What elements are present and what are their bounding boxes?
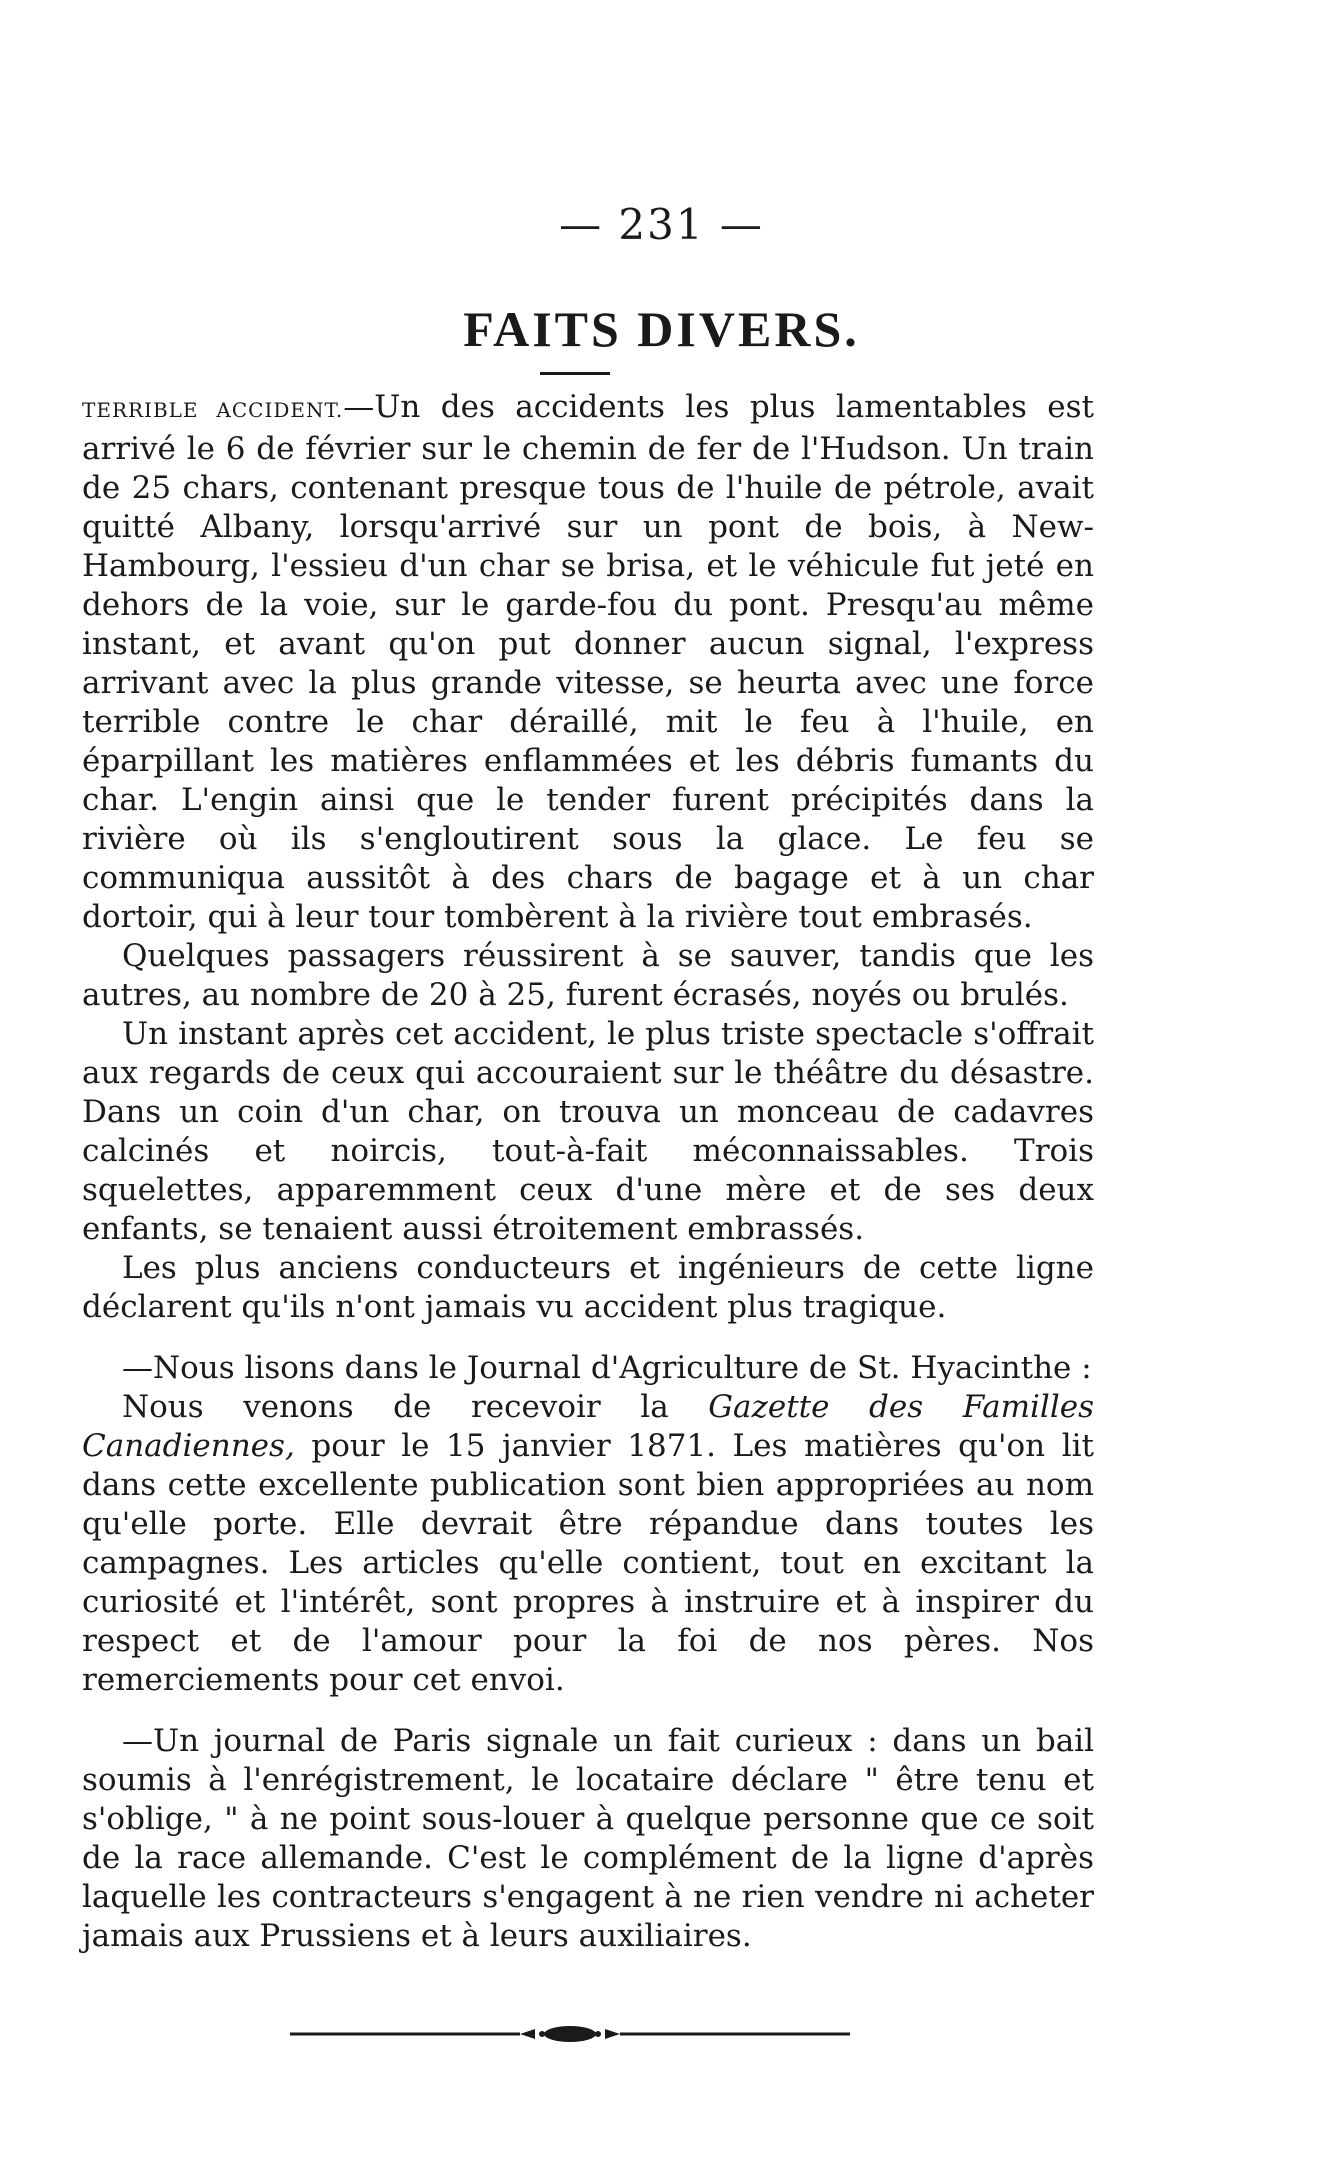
paragraph-text: —Un des accidents les plus lamentables est arrivé le 6 de février sur le chemin de fer de l'Hudson. Un train de 25 chars, contenant presque tous de l'huile de pétrole, avait quitté Albany, lorsqu'arrivé sur un pont de bois, à New-Hambourg, l'essieu d'un char se brisa, et le véhicule fut jeté en dehors de la voie, sur le garde-fou du pont. Presqu'au même instant, et avant qu'on put donner aucun signal, l'express arrivant avec la plus grande vitesse, se heurta avec une force terrible contre le char déraillé, mit le feu à l'huile, en éparpillant les matières enflammées et les débris fumants du char. L'engin ainsi que le tender furent précipités dans la rivière où ils s'engloutirent sous la glace. Le feu se communiqua aussitôt à des chars de bagage et à un char dortoir, qui à leur tour tombèrent à la rivière tout embrasés. bbox=[82, 389, 1095, 935]
paragraph-text: Les plus anciens conducteurs et ingénieurs de cette ligne déclarent qu'ils n'ont jamais vu accident plus tragique. bbox=[82, 1250, 1094, 1325]
paragraph-text-before: Nous venons de recevoir la bbox=[122, 1389, 709, 1425]
ornament-dot-left bbox=[539, 2031, 545, 2037]
paragraph-text-after: pour le 15 janvier 1871. Les matières qu'on lit dans cette excellente publication sont bien appropriées au nom qu'elle porte. Elle devrait être répandue dans toutes les campagnes. Les articles qu'elle contient, tout en excitant la curiosité et l'intérêt, sont propres à instruire et à inspirer du respect et de l'amour pour la foi de nos pères. Nos remerciements pour cet envoi. bbox=[82, 1428, 1094, 1698]
paragraph-gazette bbox=[82, 1388, 1094, 1700]
paragraph-text: —Un journal de Paris signale un fait curieux : dans un bail soumis à l'enrégistrement, le locataire déclare " être tenu et s'oblige, " à ne point sous-louer à quelque personne que ce soit de la race allemande. C'est le complément de la ligne d'après laquelle les contracteurs s'engagent à ne rien vendre ni acheter jamais aux Prussiens et à leurs auxiliaires. bbox=[82, 1723, 1094, 1954]
paragraph-paris bbox=[82, 1722, 1094, 1956]
ornament-arrow-right bbox=[605, 2029, 620, 2039]
paragraph-text: Quelques passagers réussirent à se sauver, tandis que les autres, au nombre de 20 à 25, furent écrasés, noyés ou brulés. bbox=[82, 938, 1094, 1013]
section-title: FAITS DIVERS. bbox=[463, 301, 860, 357]
ornament-dot-right bbox=[595, 2031, 601, 2037]
paragraph-passengers bbox=[82, 937, 1094, 1015]
paragraph-journal-intro bbox=[82, 1349, 1094, 1388]
title-rule bbox=[540, 372, 610, 375]
paragraph-text: —Nous lisons dans le Journal d'Agriculture de St. Hyacinthe : bbox=[122, 1350, 1092, 1386]
paragraph-text: Un instant après cet accident, le plus triste spectacle s'offrait aux regards de ceux qui accouraient sur le théâtre du désastre. Dans un coin d'un char, on trouva un monceau de cadavres calcinés et noircis, tout-à-fait méconnaissables. Trois squelettes, apparemment ceux d'une mère et de ses deux enfants, se tenaient aussi étroitement embrassés. bbox=[82, 1016, 1094, 1247]
article-lead: TERRIBLE ACCIDENT. bbox=[82, 398, 344, 422]
paragraph-accident bbox=[82, 388, 1094, 937]
publication-title: Gazette des Familles Canadiennes, bbox=[82, 1389, 1094, 1464]
end-ornament bbox=[290, 2024, 850, 2044]
ornament-arrow-left bbox=[520, 2029, 535, 2039]
article-body bbox=[82, 388, 1094, 1956]
ornament-center bbox=[544, 2026, 596, 2042]
paragraph-spectacle bbox=[82, 1015, 1094, 1249]
page-number: — 231 — bbox=[559, 200, 764, 249]
paragraph-conductors bbox=[82, 1249, 1094, 1327]
